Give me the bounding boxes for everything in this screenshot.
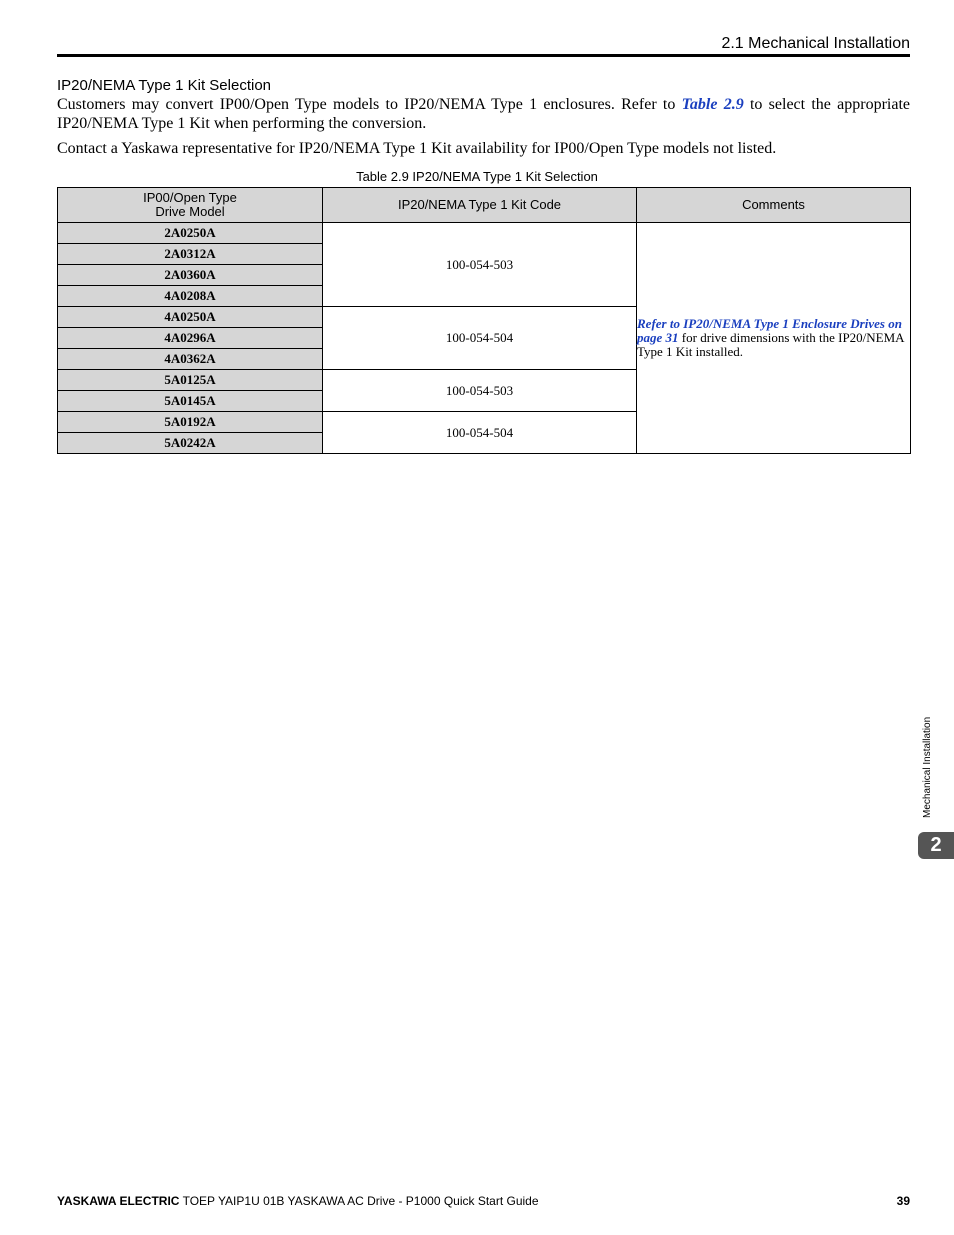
side-tab-label: Mechanical Installation <box>922 716 933 818</box>
kit-selection-table <box>57 187 911 454</box>
header-comments: Comments <box>637 188 911 223</box>
intro-paragraph <box>57 96 910 133</box>
footer-brand: YASKAWA ELECTRIC <box>57 1194 180 1208</box>
footer-doc-title: TOEP YAIP1U 01B YASKAWA AC Drive - P1000 Quick Start Guide <box>179 1194 539 1208</box>
intro-text-after: to select the appropriate IP20/NEMA Type 1 Kit when performing the conversion. <box>57 96 910 132</box>
model-cell: 4A0250A <box>58 307 323 328</box>
comment-text: for drive dimensions with the IP20/NEMA Type 1 Kit installed. <box>637 330 904 359</box>
kit-code-cell: 100-054-503 <box>323 370 637 412</box>
kit-code-cell: 100-054-504 <box>323 412 637 454</box>
header-drive-model-line2: Drive Model <box>155 204 225 219</box>
header-drive-model-line1: IP00/Open Type <box>143 190 237 205</box>
model-cell: 4A0362A <box>58 349 323 370</box>
table-caption: Table 2.9 IP20/NEMA Type 1 Kit Selection <box>356 169 598 184</box>
model-cell: 5A0125A <box>58 370 323 391</box>
intro-text-before: Customers may convert IP00/Open Type models to IP20/NEMA Type 1 enclosures. Refer to <box>57 96 682 113</box>
header-rule <box>57 54 910 57</box>
table-2-9-link[interactable]: Table 2.9 <box>681 96 744 113</box>
comment-cell <box>637 223 911 454</box>
footer-doc-info <box>57 1194 539 1208</box>
kit-code-cell: 100-054-503 <box>323 223 637 307</box>
model-cell: 2A0312A <box>58 244 323 265</box>
model-cell: 5A0145A <box>58 391 323 412</box>
model-cell: 5A0192A <box>58 412 323 433</box>
model-cell: 2A0360A <box>58 265 323 286</box>
model-cell: 4A0296A <box>58 328 323 349</box>
enclosure-page-link[interactable]: Refer to IP20/NEMA Type 1 Enclosure Drives on page 31 <box>637 316 902 345</box>
header-kit-code: IP20/NEMA Type 1 Kit Code <box>323 188 637 223</box>
page-number: 39 <box>896 1194 910 1208</box>
table-header-row <box>58 188 911 223</box>
section-heading: IP20/NEMA Type 1 Kit Selection <box>57 77 272 94</box>
contact-paragraph: Contact a Yaskawa representative for IP20/NEMA Type 1 Kit availability for IP00/Open Type models not listed. <box>57 140 777 157</box>
kit-code-cell: 100-054-504 <box>323 307 637 370</box>
model-cell: 4A0208A <box>58 286 323 307</box>
chapter-tab: 2 <box>918 832 954 859</box>
model-cell: 5A0242A <box>58 433 323 454</box>
section-title: 2.1 Mechanical Installation <box>721 35 910 52</box>
table-row <box>58 223 911 244</box>
model-cell: 2A0250A <box>58 223 323 244</box>
header-drive-model <box>58 188 323 223</box>
